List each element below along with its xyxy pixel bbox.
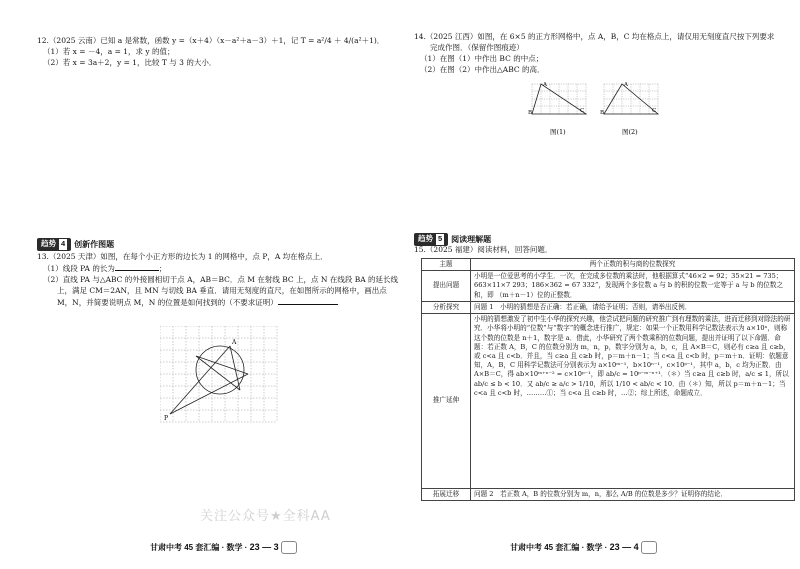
row-content: 小明的猜想激发了初中生小华的探究兴趣，他尝试把问题的研究推广到有理数的乘法，进而迁移到对除法的研究．小华将小明的“位数”与“数字”的概念进行推广，规定：如果一个正数用科学记数法表示为 a×10ⁿ，则称这个数的位数是 n＋1，数字是 a．借此，小华研究了两个数乘积的位数问题，提出并证明了以下命题．命题：若正数 A，B，C 的位数分别为 m，n，p，数字分别为 a，b，c，且 A×B＝C，则必有 c≥a 且 c≥b，或 c<a 且 c<b．并且，当 c≥a 且 c≥b 时，p＝m＋n－1；当 c<a 且 c<b 时，p＝m＋n．证明：依题意知，A，B，C 用科学记数法可分别表示为 a×10ᵐ⁻¹，b×10ⁿ⁻¹，c×10ᵖ⁻¹，其中 a，b，c 均为正数．由 A×B＝C，得 ab×10ᵐ⁺ⁿ⁻² = c×10ᵖ⁻¹，即 ab/c = 10ᵖ⁻ᵐ⁻ⁿ⁺¹．（＊）当 c≥a 且 c≥b 时，a/c ≤ 1，所以 ab/c ≤ b < 10．又 ab/c ≥ a/c > 1/10，所以 1/10 < ab/c < 10．由（＊）知，所以 p＝m＋n－1；当 c<a 且 c<b 时，………①；当 c<a 且 c≥b 时，…②；综上所述，命题成立．	[471, 314, 795, 489]
page-number: 23 — 3	[249, 542, 279, 552]
table-row	[422, 314, 795, 489]
q14-figure-1	[528, 80, 588, 140]
q13-part2-line2: 上，满足 CM＝2AN，且 MN 与切线 BA 垂直．请用无刻度的直尺，在如图所示的网格中，画出点	[57, 285, 387, 295]
table-row	[422, 301, 795, 313]
row-label: 提出问题	[422, 271, 471, 302]
svg-text:B: B	[528, 110, 533, 116]
label-a: A	[232, 339, 237, 346]
section-5-title: 阅读理解题	[451, 234, 492, 244]
q15-material-table	[421, 258, 795, 501]
q12-stem: 12.（2025 云南）已知 a 是常数，函数 y =（x＋4）（x－a²＋a－3）＋1，记 T = a²/4 ＋ 4/(a²＋1)．	[37, 36, 385, 45]
emblem-icon	[281, 541, 297, 554]
q14-stem-2: 完成作图．（保留作图痕迹）	[430, 42, 524, 52]
row-label: 推广延伸	[422, 314, 471, 489]
right-footer: 甘肃中考 45 套汇编 · 数学 · 23 — 4	[510, 541, 657, 554]
watermark: 关注公众号★全科AA	[200, 509, 331, 524]
table-header-row	[422, 259, 795, 271]
section-4-header	[37, 238, 114, 251]
row-content: 问题 1 小明的猜想是否正确：若正确，请给予证明；否则，请举出反例．	[471, 301, 795, 313]
q14-part1: （1）在图（1）中作出 BC 的中点；	[420, 53, 544, 63]
q12-part1: （1）若 x = －4，a = 1，求 y 的值；	[43, 46, 175, 56]
line-bc	[170, 374, 248, 414]
row-content: 问题 2 若正数 A，B 的位数分别为 m，n，那么 A/B 的位数是多少？证明你的结论．	[471, 489, 795, 501]
answer-blank	[115, 263, 159, 271]
row-label: 拓展迁移	[422, 489, 471, 501]
q13-part2-line1: （2）直线 PA 与△ABC 的外接圆相切于点 A，AB＝BC．点 M 在射线 BC 上，点 N 在线段 BA 的延长线	[43, 274, 399, 284]
svg-text:A: A	[543, 82, 547, 88]
emblem-icon	[641, 541, 657, 554]
section-4-title: 创新作图题	[74, 239, 115, 249]
svg-text:B: B	[600, 110, 605, 116]
svg-text:C: C	[580, 108, 585, 114]
table-row	[422, 489, 795, 501]
q15-stem: 15.（2025 福建）阅读材料，回答问题．	[414, 245, 553, 254]
q13-grid-figure	[160, 326, 280, 426]
right-page	[400, 0, 800, 569]
table-header-cell: 主题	[422, 259, 471, 271]
trend-tag: 趋势 4	[37, 238, 71, 251]
q14-part2: （2）在图（2）中作出△ABC 的高．	[420, 64, 545, 74]
svg-text:A: A	[624, 82, 628, 88]
segment-ab	[196, 356, 248, 374]
q13-part1: （1）线段 PA 的长为 ；	[43, 263, 167, 273]
section-5-header	[414, 233, 491, 246]
table-row	[422, 271, 795, 302]
q13-part2-line3: M，N，并简要说明点 M，N 的位置是如何找到的（不要求证明）	[37, 297, 397, 309]
svg-text:C: C	[652, 108, 657, 114]
label-p: P	[164, 415, 169, 422]
page-number: 23 — 4	[609, 542, 639, 552]
question-13	[37, 252, 397, 308]
row-content: 小明是一位爱思考的小学生．一次，在完成多位数的乘法时，他根据算式“46×2 = 92；35×21 = 735；663×11×7 293；186×362 = 67 332”，发现两个多位数 a 与 b 的积的位数一定等于 a 与 b 的位数之和，即 （m＋n－1）位的正整数．	[471, 271, 795, 302]
question-14	[414, 32, 794, 76]
q13-stem: 13.（2025 天津）如图，在每个小正方形的边长为 1 的网格中，点 P，A 均在格点上．	[37, 252, 328, 261]
q14-stem: 14.（2025 江西）如图，在 6×5 的正方形网格中，点 A，B，C 均在格点上，请仅用无刻度直尺按下列要求	[414, 32, 775, 41]
q12-part2: （2）若 x = 3a＋2，y = 1，比较 T 与 3 的大小．	[43, 57, 217, 67]
fig2-caption: 图(2)	[622, 128, 638, 136]
row-label: 分析探究	[422, 301, 471, 313]
q14-figure-2	[600, 80, 662, 140]
trend-tag: 趋势 5	[414, 233, 448, 246]
left-footer: 甘肃中考 45 套汇编 · 数学 · 23 — 3	[150, 541, 297, 554]
table-header-cell: 两个正数的积与商的位数探究	[471, 259, 795, 271]
question-12	[37, 36, 392, 69]
fig1-caption: 图(1)	[550, 128, 566, 136]
